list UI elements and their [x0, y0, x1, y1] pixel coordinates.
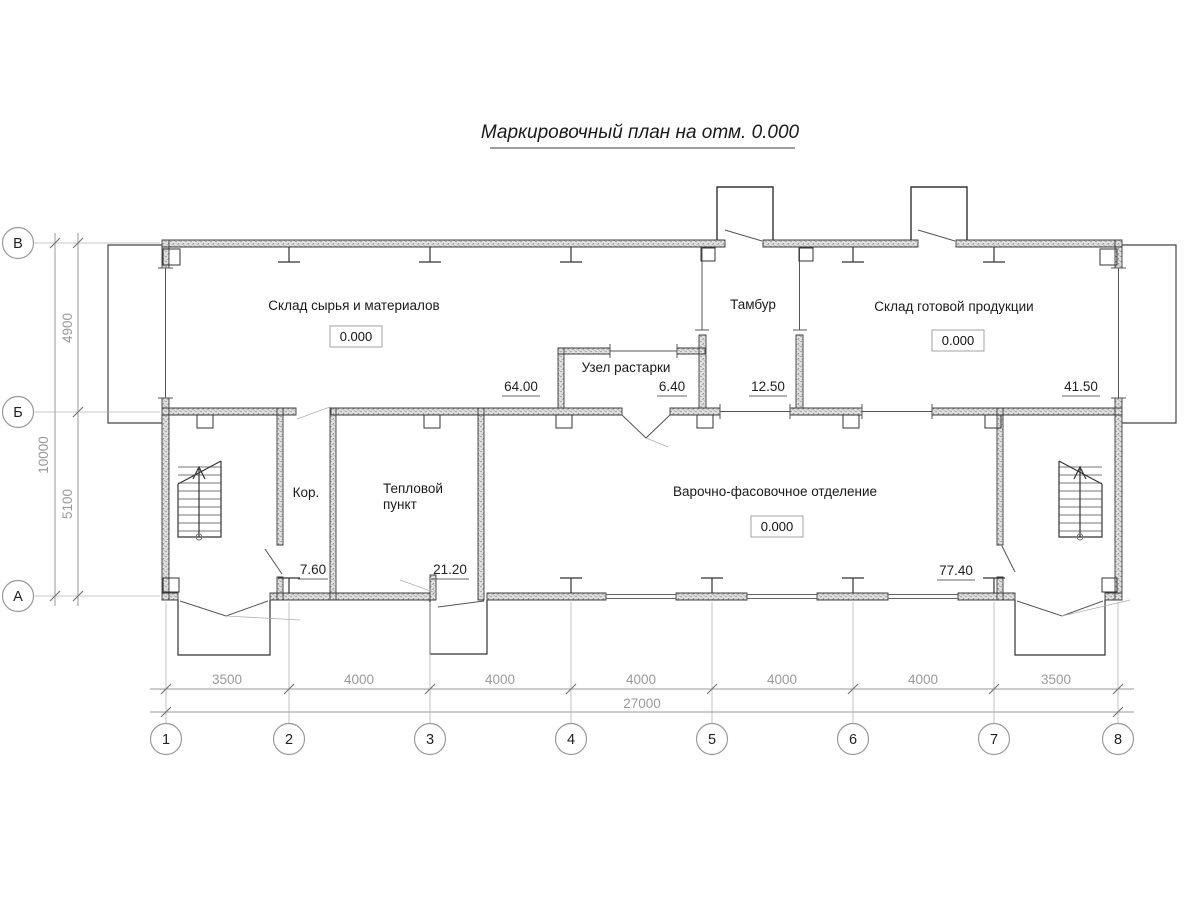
- room-label-raw-storage: Склад сырья и материалов: [268, 298, 440, 313]
- axis-number-1: 1: [161, 732, 171, 748]
- axis-number-8: 8: [1113, 732, 1123, 748]
- door-swings: [180, 230, 1103, 616]
- axis-number-3: 3: [425, 732, 435, 748]
- room-label-finished-storage: Склад готовой продукции: [874, 299, 1034, 314]
- axis-letter-v: В: [13, 236, 23, 252]
- area-tambour: 12.50: [751, 379, 785, 394]
- elevation-finished-storage: 0.000: [941, 333, 975, 348]
- axis-letter-b: Б: [13, 405, 23, 421]
- elevation-raw-storage: 0.000: [339, 329, 373, 344]
- dim-left-2: 5100: [60, 488, 75, 520]
- room-label-unpacking: Узел растарки: [581, 360, 671, 375]
- dim-bottom-2: 4000: [343, 672, 375, 687]
- area-cooking: 77.40: [939, 563, 973, 578]
- area-heat-unit: 21.20: [433, 562, 467, 577]
- drawing-title: Маркировочный план на отм. 0.000: [480, 122, 800, 143]
- dim-bottom-5: 4000: [766, 672, 798, 687]
- stairs-left: [178, 461, 221, 540]
- elevation-cooking: 0.000: [760, 519, 794, 534]
- dim-bottom-total: 27000: [623, 696, 661, 711]
- room-label-cooking: Варочно-фасовочное отделение: [672, 484, 878, 499]
- dim-bottom-6: 4000: [907, 672, 939, 687]
- axis-number-4: 4: [566, 732, 576, 748]
- loading-platforms: [108, 245, 1176, 423]
- room-label-heat-unit-line1: Тепловой: [383, 481, 443, 496]
- entrance-porches: [178, 600, 1105, 655]
- stairs-right: [1059, 461, 1102, 540]
- area-finished-storage: 41.50: [1064, 379, 1098, 394]
- axis-number-7: 7: [989, 732, 999, 748]
- entrance-canopies: [717, 187, 967, 240]
- area-raw-storage: 64.00: [504, 379, 538, 394]
- axis-letter-a: А: [13, 589, 23, 605]
- room-label-corridor: Кор.: [292, 485, 320, 500]
- area-corridor: 7.60: [299, 562, 327, 577]
- area-unpacking: 6.40: [658, 379, 686, 394]
- window-openings: [606, 595, 958, 599]
- walls-hatched: [162, 240, 1122, 600]
- dim-bottom-1: 3500: [211, 672, 243, 687]
- dim-left-total: 10000: [36, 436, 51, 474]
- axis-number-6: 6: [848, 732, 858, 748]
- room-label-tambour: Тамбур: [730, 297, 776, 312]
- axis-number-2: 2: [284, 732, 294, 748]
- dim-bottom-3: 4000: [484, 672, 516, 687]
- dim-bottom-4: 4000: [625, 672, 657, 687]
- axis-bubbles-bottom: [151, 724, 1134, 755]
- dim-left-1: 4900: [60, 312, 75, 344]
- dim-bottom-7: 3500: [1040, 672, 1072, 687]
- axis-number-5: 5: [707, 732, 717, 748]
- room-label-heat-unit-line2: пункт: [383, 497, 417, 512]
